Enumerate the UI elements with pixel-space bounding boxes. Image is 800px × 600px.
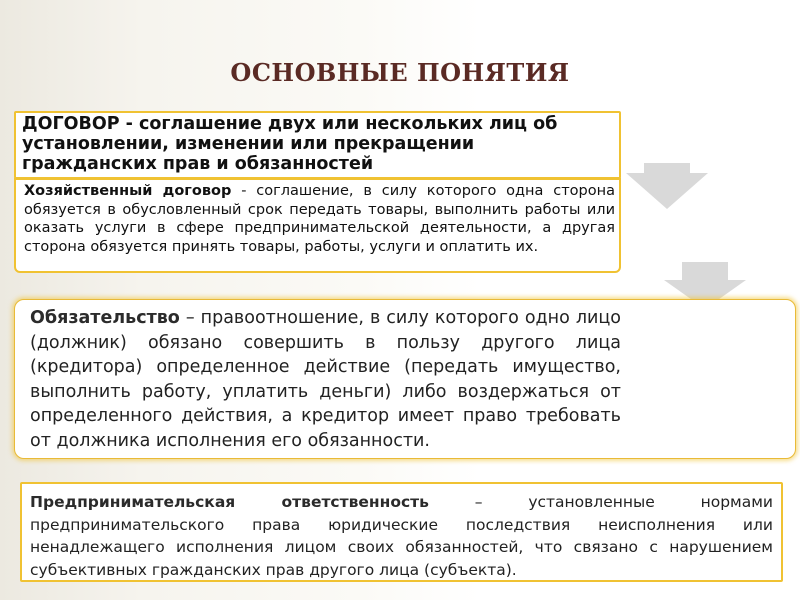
page-title: ОСНОВНЫЕ ПОНЯТИЯ: [230, 58, 570, 87]
definition-text: [30, 306, 621, 453]
definition-box-dogovor: [14, 111, 621, 179]
definition-box-khoz-dogovor: [14, 178, 621, 273]
definition-term: Хозяйственный договор: [24, 183, 232, 199]
definition-box-otvetstvennost: [20, 482, 783, 582]
definition-body: – правоотношение, в силу которого одно лицо (должник) обязано совершить в пользу другого лица (кредитора) определенное действие (передать имущество, выполнить работу, уплатить деньги) либо воздержаться от определенного действия, а кредитор имеет право требовать от должника исполнения его обязанности.: [30, 308, 621, 451]
definition-term: Обязательство: [30, 308, 180, 328]
definition-body: – установленные нормами предпринимательского права юридические последствия неисполнения или ненадлежащего исполнения лицом своих обязанностей, что связано с нарушением субъективных гражданских прав другого лица (субъекта).: [30, 493, 773, 579]
definition-text: ДОГОВОР - соглашение двух или нескольких лиц об установлении, изменении или прекращении гражданских прав и обязанностей: [22, 114, 558, 174]
definition-text: [24, 182, 615, 256]
definition-term: Предпринимательская ответственность: [30, 493, 429, 511]
definition-text: [30, 491, 773, 581]
definition-box-obyazatelstvo: [14, 299, 796, 459]
definition-body: - соглашение, в силу которого одна сторона обязуется в обусловленный срок передать товары, выполнить работы или оказать услуги в сфере предпринимательской деятельности, а другая сторона обязуется принять товары, работы, услуги и оплатить их.: [24, 183, 615, 255]
arrow-down-icon: [624, 163, 710, 211]
